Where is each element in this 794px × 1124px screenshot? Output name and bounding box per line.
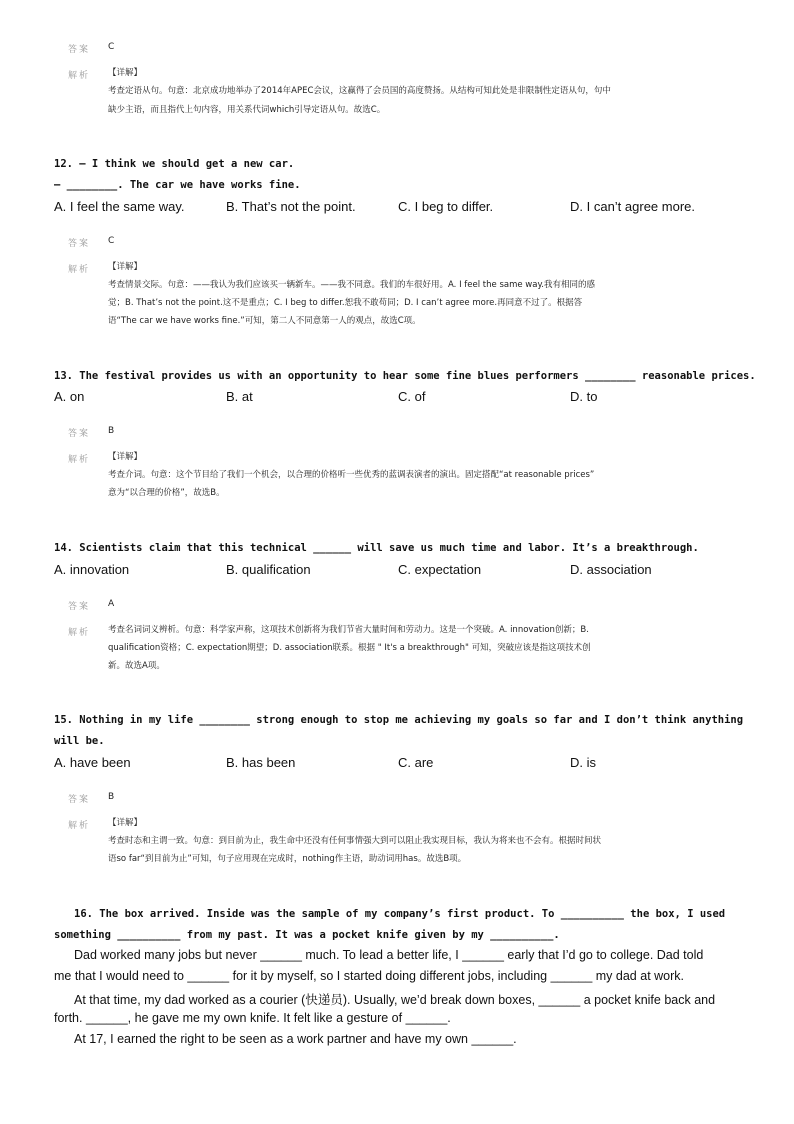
option-c: C. of bbox=[398, 389, 426, 404]
analysis-line: 意为“以合理的价格”，故选B。 bbox=[108, 488, 225, 498]
analysis-line: 考查情景交际。句意：——我认为我们应该买一辆新车。——我不同意。我们的车很好用。A. I feel the same way.我有相同的感 bbox=[108, 280, 595, 290]
analysis-line: 缺少主语，而且指代上句内容，用关系代词which引导定语从句。故选C。 bbox=[108, 105, 386, 115]
question-stem: 12. — I think we should get a new car. bbox=[54, 158, 295, 170]
analysis-line: 新。故选A项。 bbox=[108, 661, 165, 671]
question-stem: 16. The box arrived. Inside was the sample of my company’s first product. To __________ the box, I used bbox=[74, 908, 726, 920]
analysis-label: 解析 bbox=[68, 821, 91, 831]
passage-line: Dad worked many jobs but never ______ much. To lead a better life, I ______ early that I’d go to college. Dad told bbox=[74, 948, 704, 962]
option-c: C. are bbox=[398, 755, 434, 770]
option-b: B. has been bbox=[226, 755, 296, 770]
answer-label: 答案 bbox=[68, 239, 91, 249]
analysis-line: 考查名词词义辨析。句意：科学家声称，这项技术创新将为我们节省大量时间和劳动力。这是一个突破。A. innovation创新；B. bbox=[108, 625, 589, 635]
passage-line: At 17, I earned the right to be seen as a work partner and have my own ______. bbox=[74, 1032, 517, 1046]
analysis-label: 解析 bbox=[68, 455, 91, 465]
question-stem: 13. The festival provides us with an opportunity to hear some fine blues performers ________ reasonable prices. bbox=[54, 370, 756, 382]
detail-tag: 【详解】 bbox=[108, 262, 143, 272]
passage-line: At that time, my dad worked as a courier (快递员). Usually, we’d break down boxes, ______ a pocket knife back and bbox=[74, 993, 716, 1007]
answer-label: 答案 bbox=[68, 429, 91, 439]
answer-value: C bbox=[108, 236, 115, 246]
analysis-line: 语“The car we have works fine.”可知，第二人不同意第一人的观点，故选C项。 bbox=[108, 316, 421, 326]
passage-line: me that I would need to ______ for it by myself, so I started doing different jobs, including ______ my dad at work. bbox=[54, 969, 684, 983]
question-stem: 15. Nothing in my life ________ strong enough to stop me achieving my goals so far and I don’t think anything bbox=[54, 714, 744, 726]
analysis-label: 解析 bbox=[68, 265, 91, 275]
analysis-label: 解析 bbox=[68, 71, 91, 81]
option-d: D. is bbox=[570, 755, 596, 770]
question-stem: will be. bbox=[54, 735, 105, 747]
option-d: D. association bbox=[570, 562, 652, 577]
option-b: B. at bbox=[226, 389, 253, 404]
answer-label: 答案 bbox=[68, 795, 91, 805]
option-a: A. on bbox=[54, 389, 85, 404]
detail-tag: 【详解】 bbox=[108, 818, 143, 828]
option-c: C. expectation bbox=[398, 562, 482, 577]
analysis-line: 考查定语从句。句意：北京成功地举办了2014年APEC会议，这赢得了会员国的高度赞扬。从结构可知此处是非限制性定语从句，句中 bbox=[108, 86, 611, 96]
option-d: D. I can’t agree more. bbox=[570, 199, 695, 214]
answer-value: A bbox=[108, 599, 115, 609]
answer-value: B bbox=[108, 426, 115, 436]
answer-value: C bbox=[108, 42, 115, 52]
detail-tag: 【详解】 bbox=[108, 452, 143, 462]
option-a: A. I feel the same way. bbox=[54, 199, 185, 214]
detail-tag: 【详解】 bbox=[108, 68, 143, 78]
analysis-label: 解析 bbox=[68, 628, 91, 638]
question-stem: 14. Scientists claim that this technical ______ will save us much time and labor. It’s a breakthrough. bbox=[54, 542, 699, 554]
option-b: B. qualification bbox=[226, 562, 311, 577]
analysis-line: 语so far“到目前为止”可知，句子应用现在完成时，nothing作主语，助动词用has。故选B项。 bbox=[108, 854, 467, 864]
passage-line: forth. ______, he gave me my own knife. It felt like a gesture of ______. bbox=[54, 1011, 451, 1025]
analysis-line: 觉；B. That’s not the point.这不是重点；C. I beg to differ.恕我不敢苟同；D. I can’t agree more.再同意不过了。根据答 bbox=[108, 298, 583, 308]
answer-label: 答案 bbox=[68, 602, 91, 612]
option-b: B. That’s not the point. bbox=[226, 199, 356, 214]
answer-value: B bbox=[108, 792, 115, 802]
question-stem: — ________. The car we have works fine. bbox=[54, 179, 301, 191]
analysis-line: 考查时态和主谓一致。句意：到目前为止，我生命中还没有任何事情强大到可以阻止我实现目标，我认为将来也不会有。根据时间状 bbox=[108, 836, 602, 846]
option-d: D. to bbox=[570, 389, 598, 404]
answer-label: 答案 bbox=[68, 45, 91, 55]
option-a: A. innovation bbox=[54, 562, 130, 577]
question-stem: something __________ from my past. It was a pocket knife given by my __________. bbox=[54, 929, 560, 941]
option-a: A. have been bbox=[54, 755, 131, 770]
analysis-line: qualification资格；C. expectation期望；D. association联系。根据 " It's a breakthrough" 可知，突破应该是指这项技术创 bbox=[108, 643, 591, 653]
option-c: C. I beg to differ. bbox=[398, 199, 494, 214]
analysis-line: 考查介词。句意：这个节目给了我们一个机会，以合理的价格听一些优秀的蓝调表演者的演出。固定搭配“at reasonable prices” bbox=[108, 470, 595, 480]
